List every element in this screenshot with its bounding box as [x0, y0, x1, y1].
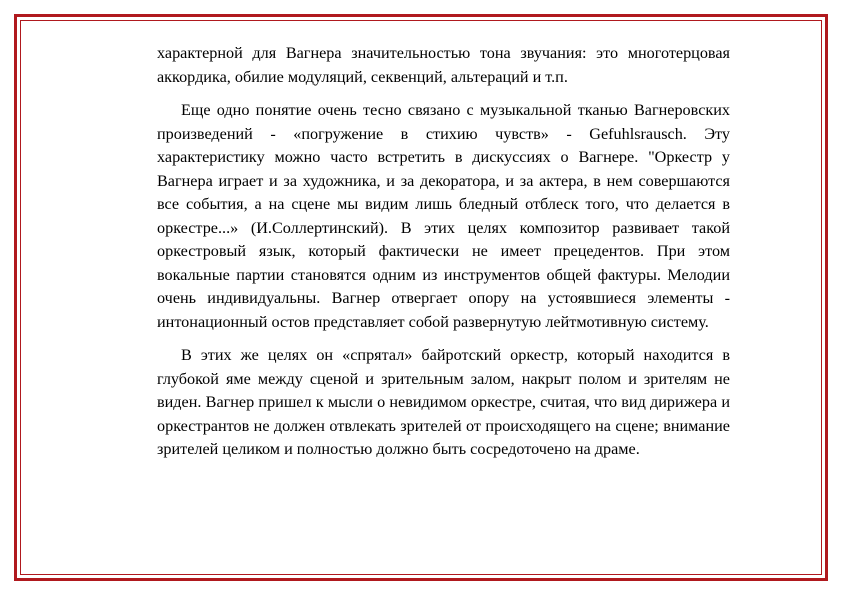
paragraph-hidden-orchestra: В этих же целях он «спрятал» байротский оркестр, который находится в глубокой яме между сценой и зрительным залом, накрыт полом и зрителям не виден. Вагнер пришел к мысли о невидимом оркестре, считая, что вид дирижера и оркестрантов не должен отвлекать зрителей от происходящего на сцене; внимание зрителей целиком и полностью должно быть сосредоточено на драме. — [157, 346, 730, 458]
document-body — [157, 42, 730, 462]
paragraph-gefuhlsrausch: Еще одно понятие очень тесно связано с музыкальной тканью Вагнеровских произведений - «погружение в стихию чувств» - Gefuhlsrausch. Эту характеристику можно часто встретить в дискуссиях о Вагнере. "Оркестр у Вагнера играет и за художника, и за декоратора, и за актера, в нем совершаются все события, а на сцене мы видим лишь бледный отблеск того, что делается в оркестре...» (И.Соллертинский). В этих целях композитор развивает такой оркестровый язык, который фактически не имеет прецедентов. При этом вокальные партии становятся одним из инструментов общей фактуры. Мелодии очень индивидуальны. Вагнер отвергает опору на устоявшиеся элементы - интонационный остов представляет собой развернутую лейтмотивную систему. — [157, 101, 730, 331]
paragraph-continuation: характерной для Вагнера значительностью тона звучания: это многотерцовая аккордика, обилие модуляций, секвенций, альтераций и т.п. — [157, 44, 730, 86]
